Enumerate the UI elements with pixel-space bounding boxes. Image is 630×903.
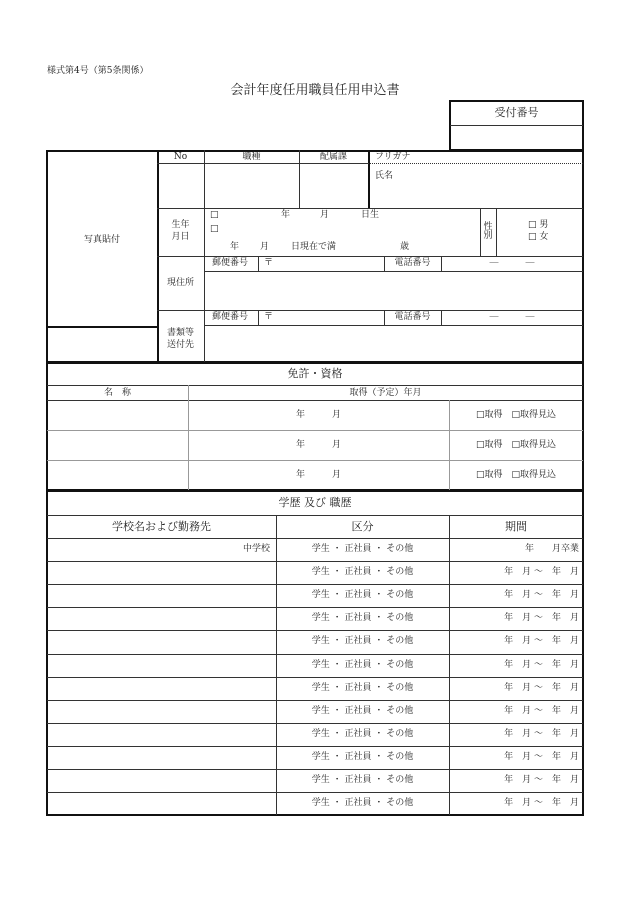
current-address-label: 現住所 [166, 278, 194, 288]
license-status-checkboxes[interactable]: □取得 □取得見込 [475, 410, 556, 420]
license-date-field[interactable]: 年 月 [295, 470, 341, 480]
job-field[interactable] [205, 164, 298, 207]
history-period-field[interactable]: 年 月 ～ 年 月 [504, 567, 579, 578]
history-place-field[interactable]: 中学校 [242, 544, 270, 554]
photo-label: 写真貼付 [83, 235, 120, 245]
history-period-field[interactable]: 年 月 ～ 年 月 [504, 705, 579, 716]
history-title: 学歴 及び 職歴 [278, 496, 352, 509]
send-to-phone-field[interactable]: ― ― [489, 312, 535, 322]
send-to-label-1: 書類等 [166, 328, 194, 338]
history-category-options[interactable]: 学生 ・ 正社員 ・ その他 [311, 544, 414, 554]
dept-field[interactable] [300, 164, 367, 207]
birth-label-2: 月日 [171, 232, 190, 242]
send-to-postal-mark: 〒 [264, 312, 274, 322]
current-address-field[interactable] [205, 272, 582, 309]
history-period-field[interactable]: 年 月 ～ 年 月 [504, 798, 579, 809]
send-to-address-field[interactable] [205, 326, 582, 361]
gender-female-checkbox[interactable]: □ 女 [528, 232, 549, 242]
history-category-options[interactable]: 学生 ・ 正社員 ・ その他 [311, 590, 414, 601]
history-period-field[interactable]: 年 月卒業 [524, 544, 579, 554]
gender-male-checkbox[interactable]: □ 男 [528, 220, 549, 230]
birth-year-label: 年 [281, 210, 291, 220]
job-label: 職種 [242, 152, 261, 162]
name-label: 氏名 [375, 171, 394, 181]
no-field[interactable] [158, 164, 203, 207]
postal-mark: 〒 [264, 258, 274, 268]
postal-label: 郵便番号 [212, 258, 249, 268]
age-date-label: 日現在で満 [291, 242, 337, 252]
page-title: 会計年度任用職員任用申込書 [230, 83, 400, 98]
history-category-options[interactable]: 学生 ・ 正社員 ・ その他 [311, 798, 414, 809]
history-period-field[interactable]: 年 月 ～ 年 月 [504, 636, 579, 647]
history-period-field[interactable]: 年 月 ～ 年 月 [504, 613, 579, 624]
gender-label-1: 性 [483, 222, 493, 232]
furigana-label: フリガナ [375, 152, 411, 162]
license-date-field[interactable]: 年 月 [295, 410, 341, 420]
age-year-label: 年 [230, 242, 240, 252]
era-checkbox-1[interactable]: □ [210, 210, 219, 220]
history-category-options[interactable]: 学生 ・ 正社員 ・ その他 [311, 636, 414, 647]
history-period-field[interactable]: 年 月 ～ 年 月 [504, 775, 579, 785]
receipt-number-field[interactable] [451, 127, 582, 149]
send-to-postal-code-field[interactable] [275, 311, 382, 324]
postal-code-field[interactable] [275, 257, 382, 270]
furigana-field[interactable] [420, 152, 580, 162]
history-period-header: 期間 [505, 520, 527, 533]
history-category-options[interactable]: 学生 ・ 正社員 ・ その他 [311, 728, 414, 739]
license-date-header: 取得（予定）年月 [349, 388, 422, 398]
age-month-label: 月 [260, 242, 270, 252]
send-to-label-2: 送付先 [166, 340, 194, 350]
history-category-header: 区分 [351, 520, 374, 533]
receipt-label: 受付番号 [494, 106, 539, 119]
birth-month-label: 月 [320, 210, 330, 220]
history-category-options[interactable]: 学生 ・ 正社員 ・ その他 [311, 613, 414, 624]
license-status-checkboxes[interactable]: □取得 □取得見込 [475, 470, 556, 480]
history-category-options[interactable]: 学生 ・ 正社員 ・ その他 [311, 682, 414, 693]
history-period-field[interactable]: 年 月 ～ 年 月 [504, 590, 579, 601]
age-unit-label: 歳 [400, 242, 410, 252]
history-category-options[interactable]: 学生 ・ 正社員 ・ その他 [311, 751, 414, 762]
license-name-field[interactable] [48, 461, 187, 489]
birth-label-1: 生年 [171, 220, 190, 230]
license-date-field[interactable]: 年 月 [295, 440, 341, 450]
license-name-field[interactable] [48, 401, 187, 429]
history-period-field[interactable]: 年 月 ～ 年 月 [504, 728, 579, 739]
name-field[interactable] [400, 166, 580, 206]
send-to-postal-label: 郵便番号 [212, 312, 249, 322]
send-to-phone-label: 電話番号 [394, 312, 431, 322]
history-period-field[interactable]: 年 月 ～ 年 月 [504, 751, 579, 762]
era-checkbox-2[interactable]: □ [210, 224, 219, 234]
gender-label-2: 別 [483, 231, 493, 241]
history-category-options[interactable]: 学生 ・ 正社員 ・ その他 [311, 659, 414, 670]
history-place-header: 学校名および勤務先 [112, 520, 211, 533]
history-category-options[interactable]: 学生 ・ 正社員 ・ その他 [311, 775, 414, 785]
license-name-header: 名 称 [103, 388, 131, 398]
birth-day-label: 日生 [361, 210, 380, 220]
dept-label: 配属課 [319, 152, 347, 162]
phone-label: 電話番号 [394, 258, 431, 268]
phone-field[interactable]: ― ― [489, 258, 535, 268]
history-category-options[interactable]: 学生 ・ 正社員 ・ その他 [311, 705, 414, 716]
license-name-field[interactable] [48, 431, 187, 459]
licenses-title: 免許・資格 [287, 367, 343, 380]
license-status-checkboxes[interactable]: □取得 □取得見込 [475, 440, 556, 450]
no-label: No [173, 152, 188, 162]
history-period-field[interactable]: 年 月 ～ 年 月 [504, 682, 579, 693]
photo-area[interactable] [47, 151, 157, 326]
history-category-options[interactable]: 学生 ・ 正社員 ・ その他 [311, 567, 414, 578]
form-number: 様式第4号（第5条関係） [47, 66, 149, 76]
history-period-field[interactable]: 年 月 ～ 年 月 [504, 659, 579, 670]
